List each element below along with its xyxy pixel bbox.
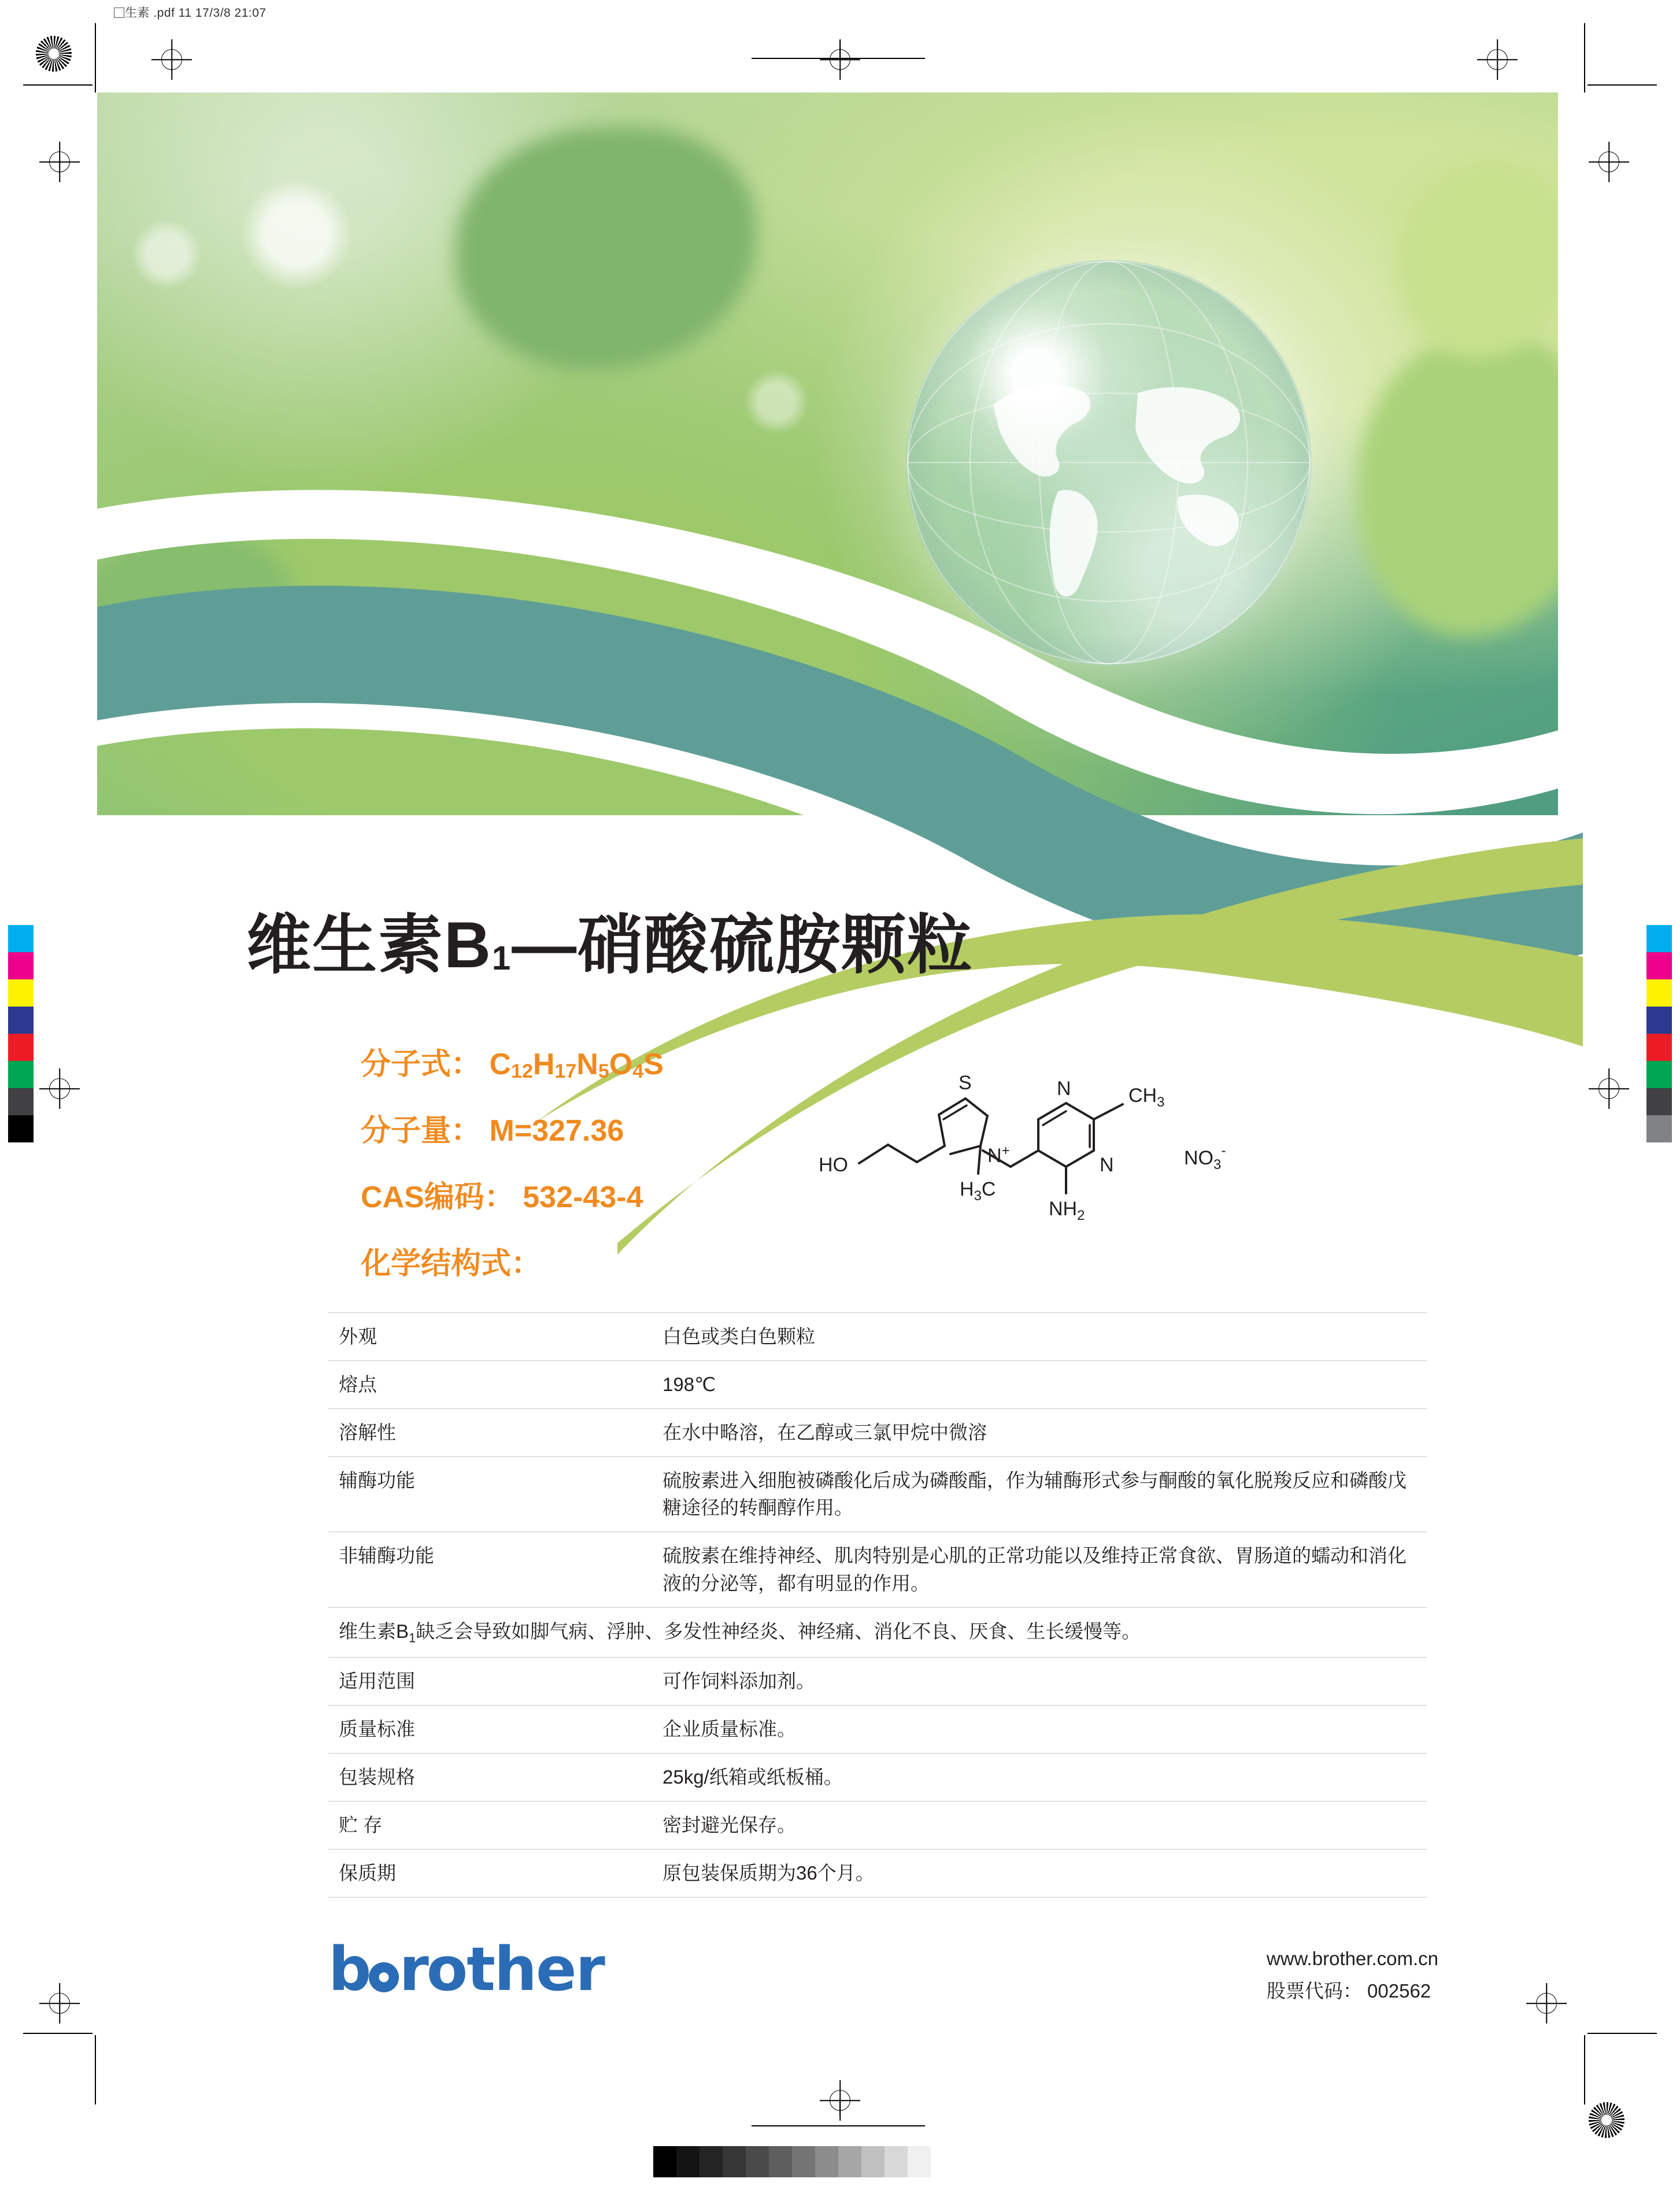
title-main: 维生素B — [246, 909, 492, 981]
slug-box-icon — [114, 8, 124, 18]
color-swatch-cy-r — [1646, 1061, 1672, 1088]
color-bar-left — [8, 925, 34, 1142]
brother-logo-text: b rother — [328, 1934, 604, 2004]
color-swatch-cmy-r — [1646, 1088, 1672, 1115]
footer-contact — [1267, 1943, 1438, 2007]
table-row — [328, 1754, 1427, 1802]
specification-table — [328, 1312, 1427, 1898]
registration-mark-right-upper — [1589, 142, 1629, 182]
color-swatch-my — [8, 1034, 34, 1061]
property-mw-value: M=327.36 — [489, 1114, 624, 1148]
crop-mark-bottom-center-h — [752, 2125, 925, 2126]
lens-flare — [745, 370, 808, 434]
grey-swatch — [700, 2146, 723, 2177]
title-subscript: 1 — [491, 940, 512, 977]
crop-mark-br-h — [1588, 2033, 1657, 2034]
page-title — [246, 893, 973, 986]
property-formula-value: $C_{12}H_{17}N_5O_4S$ — [489, 1048, 664, 1082]
registration-mark-left-mid — [39, 1068, 80, 1109]
spec-value: 198℃ — [652, 1360, 1427, 1408]
property-list — [361, 1040, 664, 1305]
decorative-leaf — [456, 127, 756, 370]
spec-value: 硫胺素进入细胞被磷酸化后成为磷酸酯，作为辅酶形式参与酮酸的氧化脱羧反应和磷酸戊糖途径的转酮醇作用。 — [652, 1456, 1427, 1532]
color-swatch-cm-r — [1646, 1007, 1672, 1034]
registration-mark-right-mid — [1589, 1068, 1629, 1109]
spec-value: 白色或类白色颗粒 — [652, 1313, 1427, 1361]
spec-value: 在水中略溶，在乙醇或三氯甲烷中微溶 — [652, 1408, 1427, 1456]
footer-stock-code: 股票代码： 002562 — [1266, 1980, 1431, 2002]
crop-mark-bl-h — [23, 2033, 92, 2034]
crop-mark-top-center-h — [752, 58, 925, 59]
starburst-mark-bottom-right — [1589, 2102, 1625, 2138]
table-row — [328, 1313, 1427, 1361]
spec-key: 包装规格 — [328, 1754, 652, 1802]
property-structure-label: 化学结构式： — [361, 1247, 542, 1281]
spec-value: 原包装保质期为36个月。 — [652, 1849, 1427, 1897]
table-row — [328, 1658, 1427, 1706]
table-row — [328, 1801, 1427, 1849]
color-swatch-my-r — [1646, 1034, 1672, 1061]
grey-swatch — [861, 2146, 885, 2177]
grey-swatch — [723, 2146, 746, 2177]
color-swatch-m-r — [1646, 952, 1672, 979]
grey-swatch — [653, 2146, 676, 2177]
crop-mark-bottom-center-v — [839, 2099, 841, 2116]
registration-mark-top-right — [1477, 39, 1518, 80]
print-slug — [113, 3, 267, 21]
spec-key: 辅酶功能 — [328, 1456, 652, 1532]
table-row — [328, 1607, 1427, 1657]
grey-swatch — [838, 2146, 861, 2177]
table-row — [328, 1360, 1427, 1408]
table-row — [328, 1706, 1427, 1754]
registration-mark-bottom-left — [39, 1983, 80, 2024]
spec-note: 维生素$B_1$缺乏会导致如脚气病、浮肿、多发性神经炎、神经痛、消化不良、厌食、生长缓慢等。 — [328, 1607, 1427, 1657]
property-formula-label: 分子式： — [361, 1048, 482, 1081]
structure-label-n-top: N — [1057, 1078, 1071, 1100]
property-mw-label: 分子量： — [361, 1114, 482, 1148]
property-formula — [361, 1040, 664, 1083]
spec-key: 非辅酶功能 — [328, 1532, 652, 1608]
grey-swatch — [676, 2146, 700, 2177]
table-row — [328, 1532, 1427, 1608]
structure-label-nh2: $NH_2$ — [1049, 1198, 1085, 1223]
greyscale-strip — [653, 2146, 931, 2177]
crop-mark-tr-h — [1588, 84, 1657, 86]
lens-flare — [132, 220, 201, 289]
spec-value: 可作饲料添加剂。 — [652, 1658, 1427, 1706]
table-row — [328, 1408, 1427, 1456]
crop-mark-tr-v — [1584, 23, 1585, 93]
grey-swatch — [815, 2146, 838, 2177]
spec-value: 密封避光保存。 — [652, 1801, 1427, 1849]
color-swatch-y-r — [1646, 979, 1672, 1007]
lens-flare — [242, 179, 351, 289]
slug-text: 生素 .pdf 11 17/3/8 21:07 — [125, 6, 267, 20]
chemical-structure-diagram — [814, 1070, 1276, 1312]
spec-key: 外观 — [328, 1313, 652, 1361]
color-bar-right — [1646, 925, 1672, 1142]
color-swatch-cm — [8, 1007, 34, 1034]
color-swatch-k — [8, 1115, 34, 1142]
grey-swatch — [885, 2146, 908, 2177]
crop-mark-bl-v — [95, 2035, 96, 2104]
spec-key: 熔点 — [328, 1360, 652, 1408]
structure-label-h3c: $H_3C$ — [960, 1178, 996, 1204]
structure-label-ch3: $CH_3$ — [1128, 1085, 1165, 1110]
color-swatch-m — [8, 952, 34, 979]
color-swatch-cmy — [8, 1088, 34, 1115]
color-swatch-c-r — [1646, 925, 1672, 952]
table-row — [328, 1849, 1427, 1897]
color-swatch-y — [8, 979, 34, 1007]
structure-label-n-plus: N+ — [987, 1143, 1010, 1167]
crop-mark-top-center-v — [839, 40, 841, 58]
grey-swatch — [908, 2146, 931, 2177]
spec-key: 保质期 — [328, 1849, 652, 1897]
crop-mark-tl-v — [95, 23, 96, 93]
registration-mark-top-left2 — [151, 39, 192, 80]
table-row — [328, 1456, 1427, 1532]
color-swatch-grey-r — [1646, 1115, 1672, 1142]
color-swatch-cy — [8, 1061, 34, 1088]
sunburst-icon — [369, 1962, 399, 1992]
structure-label-s: S — [959, 1072, 972, 1094]
property-cas — [361, 1172, 664, 1216]
starburst-mark-top-left — [36, 36, 72, 72]
product-datasheet-page — [97, 87, 1583, 2012]
structure-label-no3: $NO_3^-$ — [1184, 1143, 1226, 1172]
structure-label-n-bottom: N — [1100, 1154, 1114, 1176]
spec-key: 质量标准 — [328, 1706, 652, 1754]
registration-mark-left-upper — [39, 142, 80, 182]
footer-website[interactable]: www.brother.com.cn — [1266, 1948, 1438, 1969]
spec-key: 适用范围 — [328, 1658, 652, 1706]
spec-key: 溶解性 — [328, 1408, 652, 1456]
grey-swatch — [746, 2146, 769, 2177]
grey-swatch — [769, 2146, 792, 2177]
spec-value: 企业质量标准。 — [652, 1706, 1427, 1754]
decorative-leaf — [1398, 162, 1558, 358]
structure-label-ho: HO — [819, 1154, 848, 1176]
brother-logo — [328, 1934, 604, 2004]
crop-mark-tl-h — [23, 84, 92, 86]
crop-mark-br-v — [1584, 2035, 1585, 2104]
property-cas-value: 532-43-4 — [523, 1181, 643, 1214]
spec-value: 25kg/纸箱或纸板桶。 — [652, 1754, 1427, 1802]
spec-key: 贮 存 — [328, 1801, 652, 1849]
color-swatch-c — [8, 925, 34, 952]
property-cas-label: CAS编码： — [361, 1181, 515, 1214]
title-rest: —硝酸硫胺颗粒 — [512, 909, 974, 981]
grey-swatch — [792, 2146, 815, 2177]
spec-value: 硫胺素在维持神经、肌肉特别是心肌的正常功能以及维持正常食欲、胃肠道的蠕动和消化液的分泌等，都有明显的作用。 — [652, 1532, 1427, 1608]
property-molecular-weight — [361, 1106, 664, 1149]
